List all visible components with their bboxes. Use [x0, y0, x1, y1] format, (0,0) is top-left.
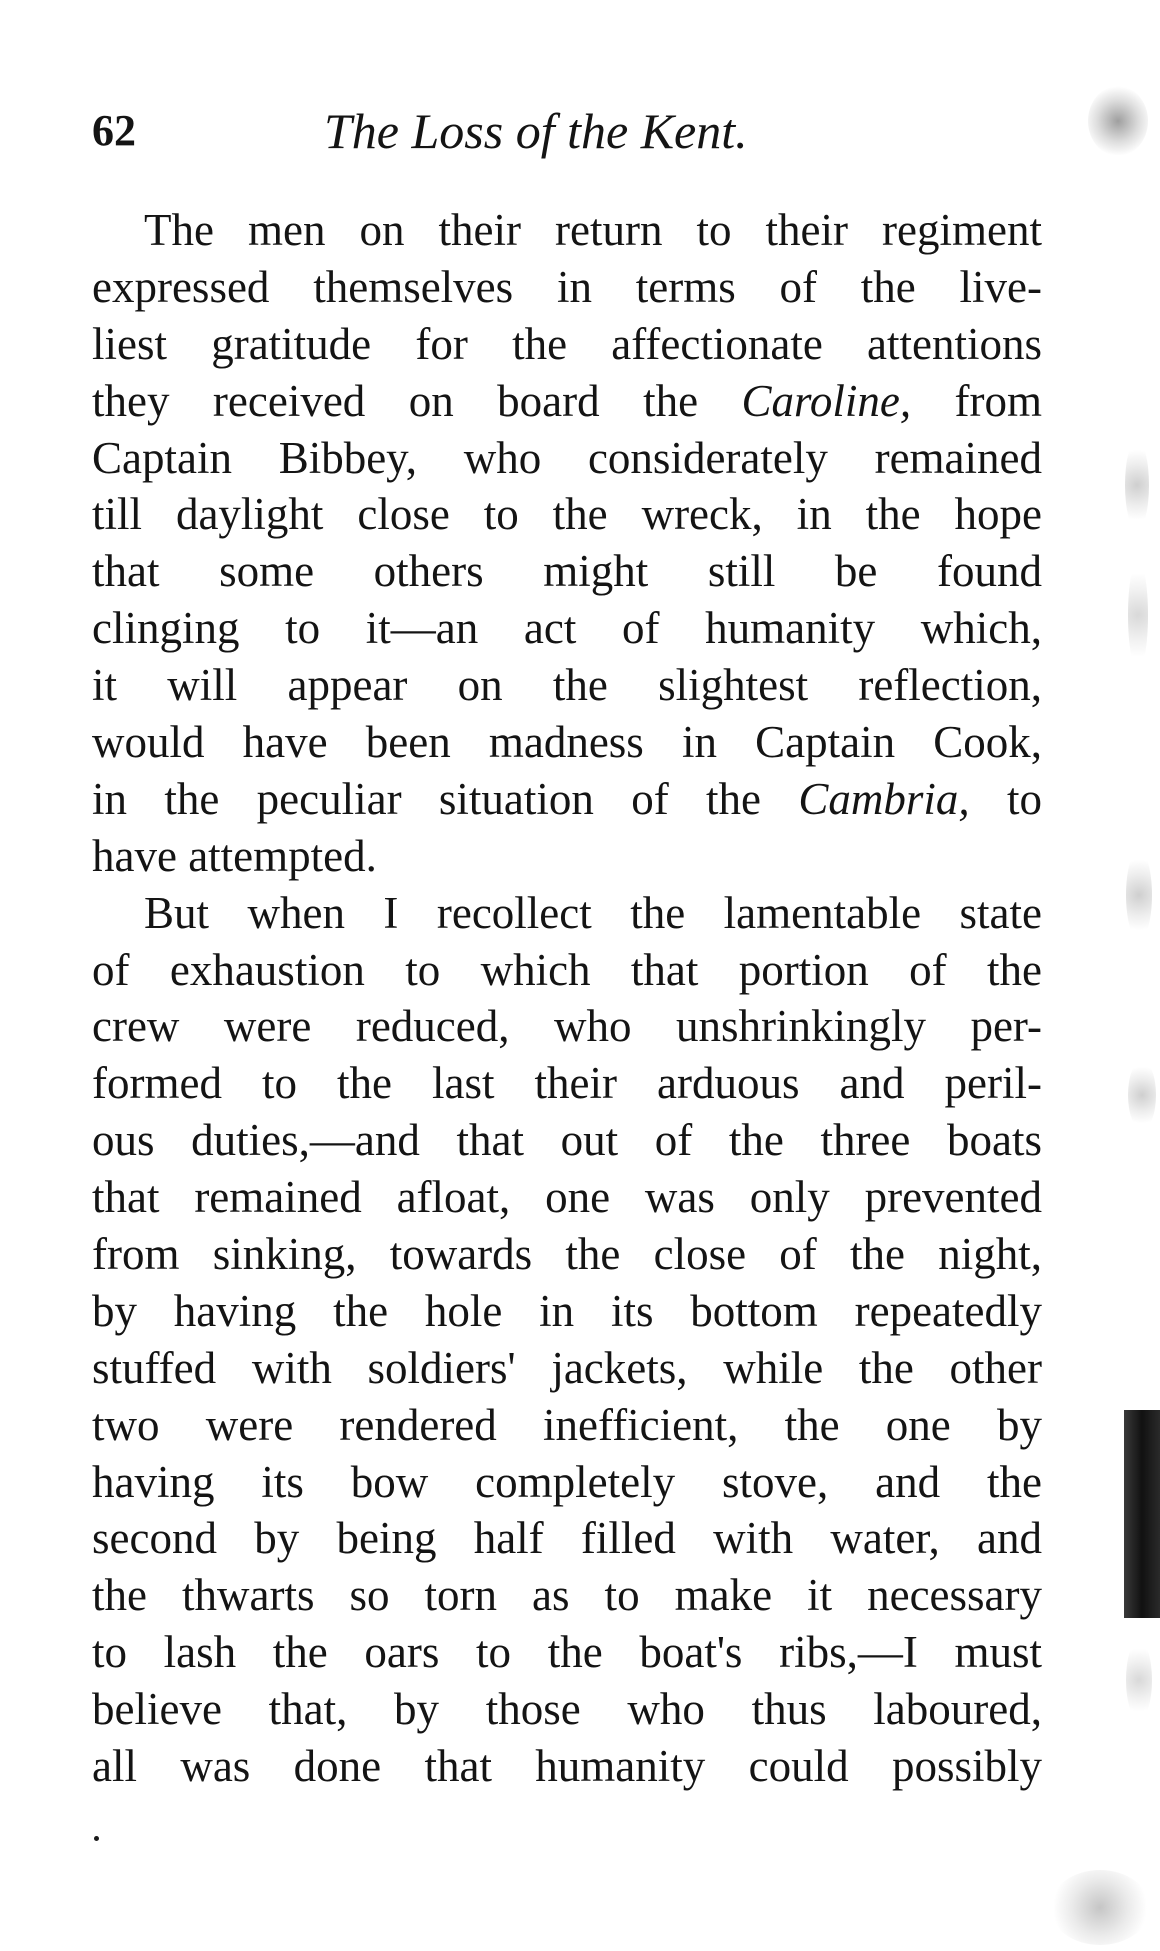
text-line: that remained afloat, one was only prevented: [92, 1172, 1042, 1223]
text-line: Captain Bibbey, who considerately remained: [92, 432, 1042, 483]
text-line: second by being half filled with water, and: [92, 1513, 1042, 1564]
text-line: have attempted.: [92, 830, 377, 881]
paragraph-1: [92, 202, 1042, 885]
text-line: liest gratitude for the affectionate attentions: [92, 318, 1042, 369]
page-number: 62: [92, 106, 136, 155]
scan-smudge: [1128, 560, 1148, 670]
text-line: it will appear on the slightest reflection,: [92, 660, 1042, 711]
text-line: to lash the oars to the boat's ribs,—I must: [92, 1627, 1042, 1678]
text-line: by having the hole in its bottom repeatedly: [92, 1285, 1042, 1336]
scan-smudge: [1128, 1060, 1156, 1130]
text-line: the thwarts so torn as to make it necessary: [92, 1570, 1042, 1621]
text-line: stuffed with soldiers' jackets, while the other: [92, 1342, 1042, 1393]
scan-smudge: [1088, 86, 1148, 156]
scan-smudge: [1126, 850, 1152, 940]
paragraph-2: [92, 885, 1042, 1795]
text-line: of exhaustion to which that portion of the: [92, 944, 1042, 995]
text-line: clinging to it—an act of humanity which,: [92, 603, 1042, 654]
scan-smudge: [1125, 440, 1149, 530]
text-line: they received on board the Caroline, from: [92, 375, 1042, 426]
running-title: The Loss of the Kent.: [324, 103, 748, 159]
scan-smudge: [1126, 1640, 1152, 1720]
text-line: ous duties,—and that out of the three boats: [92, 1115, 1042, 1166]
text-line: The men on their return to their regiment: [144, 205, 1042, 255]
text-line: believe that, by those who thus laboured,: [92, 1684, 1042, 1735]
ink-speck: [94, 1836, 99, 1841]
italic-name: Cambria,: [798, 773, 970, 824]
text-line: having its bow completely stove, and the: [92, 1456, 1042, 1507]
text-line: would have been madness in Captain Cook,: [92, 717, 1042, 768]
text-line: all was done that humanity could possibly: [92, 1741, 1042, 1792]
text-line: crew were reduced, who unshrinkingly per-: [92, 1001, 1042, 1052]
text-line: But when I recollect the lamentable state: [144, 887, 1042, 938]
page-header: [92, 98, 1042, 164]
text-line: till daylight close to the wreck, in the hope: [92, 489, 1042, 540]
italic-name: Caroline,: [741, 375, 912, 426]
text-line: two were rendered inefficient, the one by: [92, 1399, 1042, 1450]
text-line: that some others might still be found: [92, 546, 1042, 597]
text-line: formed to the last their arduous and peril-: [92, 1058, 1042, 1109]
text-line: expressed themselves in terms of the live-: [92, 261, 1042, 312]
text-line: from sinking, towards the close of the night,: [92, 1229, 1042, 1280]
scan-edge-mark: [1124, 1410, 1160, 1618]
scan-smudge: [1050, 1870, 1150, 1945]
text-line: in the peculiar situation of the Cambria, to: [92, 773, 1042, 824]
body-text: [92, 202, 1042, 1795]
